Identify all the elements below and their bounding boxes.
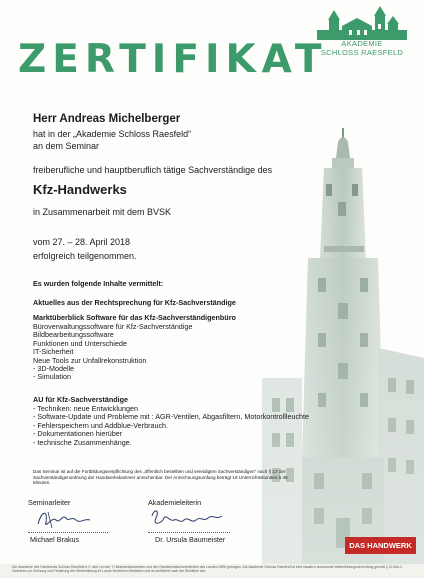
- list-item: Bildbearbeitungssoftware: [33, 330, 114, 340]
- list-item: - Fehlerspeichern und Addblue-Verbrauch.: [33, 420, 169, 430]
- logo-line1: AKADEMIE: [341, 39, 383, 48]
- list-item: Funktionen und Unterschiede: [33, 338, 127, 348]
- list-item: - Dokumentationen hierüber: [33, 429, 123, 439]
- recipient-name: Herr Andreas Michelberger: [33, 113, 181, 125]
- left-signature-name: Michael Brakus: [30, 535, 80, 544]
- left-signature: [34, 506, 94, 532]
- list-item: Neue Tools zur Unfallrekonstruktion: [33, 355, 147, 365]
- right-signature-label: Akademieleiterin: [148, 498, 202, 507]
- section3-list: [33, 405, 309, 447]
- section2-heading: Marktüberblick Software für das Kfz-Sachverständigenbüro: [33, 313, 236, 322]
- list-item: - technische Zusammenhänge.: [33, 437, 132, 447]
- section3-heading: AU für Kfz-Sachverständige: [33, 395, 129, 404]
- list-item: Büroverwaltungssoftware für Kfz-Sachverständige: [33, 322, 193, 331]
- seminar-result: erfolgreich teilgenommen.: [33, 251, 137, 261]
- list-item: IT-Sicherheit: [33, 347, 74, 357]
- section1-heading: Aktuelles aus der Rechtsprechung für Kfz-Sachverständige: [33, 298, 236, 307]
- list-item: - Techniken: neue Entwicklungen: [33, 404, 138, 413]
- list-item: - 3D-Modelle: [33, 364, 75, 374]
- seminar-partner: in Zusammenarbeit mit dem BVSK: [33, 207, 172, 217]
- contents-heading: Es wurden folgende Inhalte vermittelt:: [33, 279, 164, 288]
- list-item: - Software-Update und Probleme mit : AGR-Ventilen, Abgasfiltern, Motorkontrollleuchte: [33, 412, 310, 422]
- footer-text: Die Akademie des Handwerks Schloss Raesfeld e.V. wird von der 7 Handwerkskammern und den Handwerksfachverbänden des Landes NRW getragen. Die Akademie Schloss Raesfeld ist eine staatlich anerkannte Weiterbildungseinrichtung gemäß § 22 Abs.1. Gesetzes zur Ordnung und Förderung der Weiterbildung im Lande Nordrhein-Westfalen und ist zertifiziert nach der Richtlinie des: [12, 565, 403, 574]
- left-signature-line: [28, 532, 108, 533]
- recipient-line2: an dem Seminar: [33, 141, 100, 151]
- left-signature-label: Seminarleiter: [28, 498, 71, 507]
- right-signature-name: Dr. Ursula Baumeister: [155, 535, 226, 544]
- certificate-title: ZERTIFIKAT: [18, 37, 328, 82]
- handwerk-badge: DAS HANDWERK: [345, 537, 416, 554]
- right-signature-line: [148, 532, 230, 533]
- accreditation-note: Das Seminar ist auf die Fortbildungsverpflichtung des „öffentlich bestellten und vereidigten Sachverständigen“ nach § 17 der Sachverständigenordnung der Handwerkskammer anrechenbar. Der Anrechnungsumfang beträgt 16 Unterrichtsstunden à 45 Minuten.: [33, 469, 288, 485]
- seminar-date: vom 27. – 28. April 2018: [33, 237, 131, 247]
- list-item: - Simulation: [33, 372, 71, 382]
- seminar-intro: freiberufliche und hauptberuflich tätige Sachverständige des: [33, 165, 273, 175]
- seminar-subject: Kfz-Handwerks: [33, 182, 127, 197]
- castle-logo-icon: [309, 6, 415, 40]
- section2-list: [33, 323, 192, 382]
- right-signature: [148, 506, 228, 532]
- castle-illustration: [262, 128, 424, 564]
- recipient-line1: hat in der „Akademie Schloss Raesfeld“: [33, 129, 192, 139]
- logo-line2: SCHLOSS RAESFELD: [320, 48, 404, 57]
